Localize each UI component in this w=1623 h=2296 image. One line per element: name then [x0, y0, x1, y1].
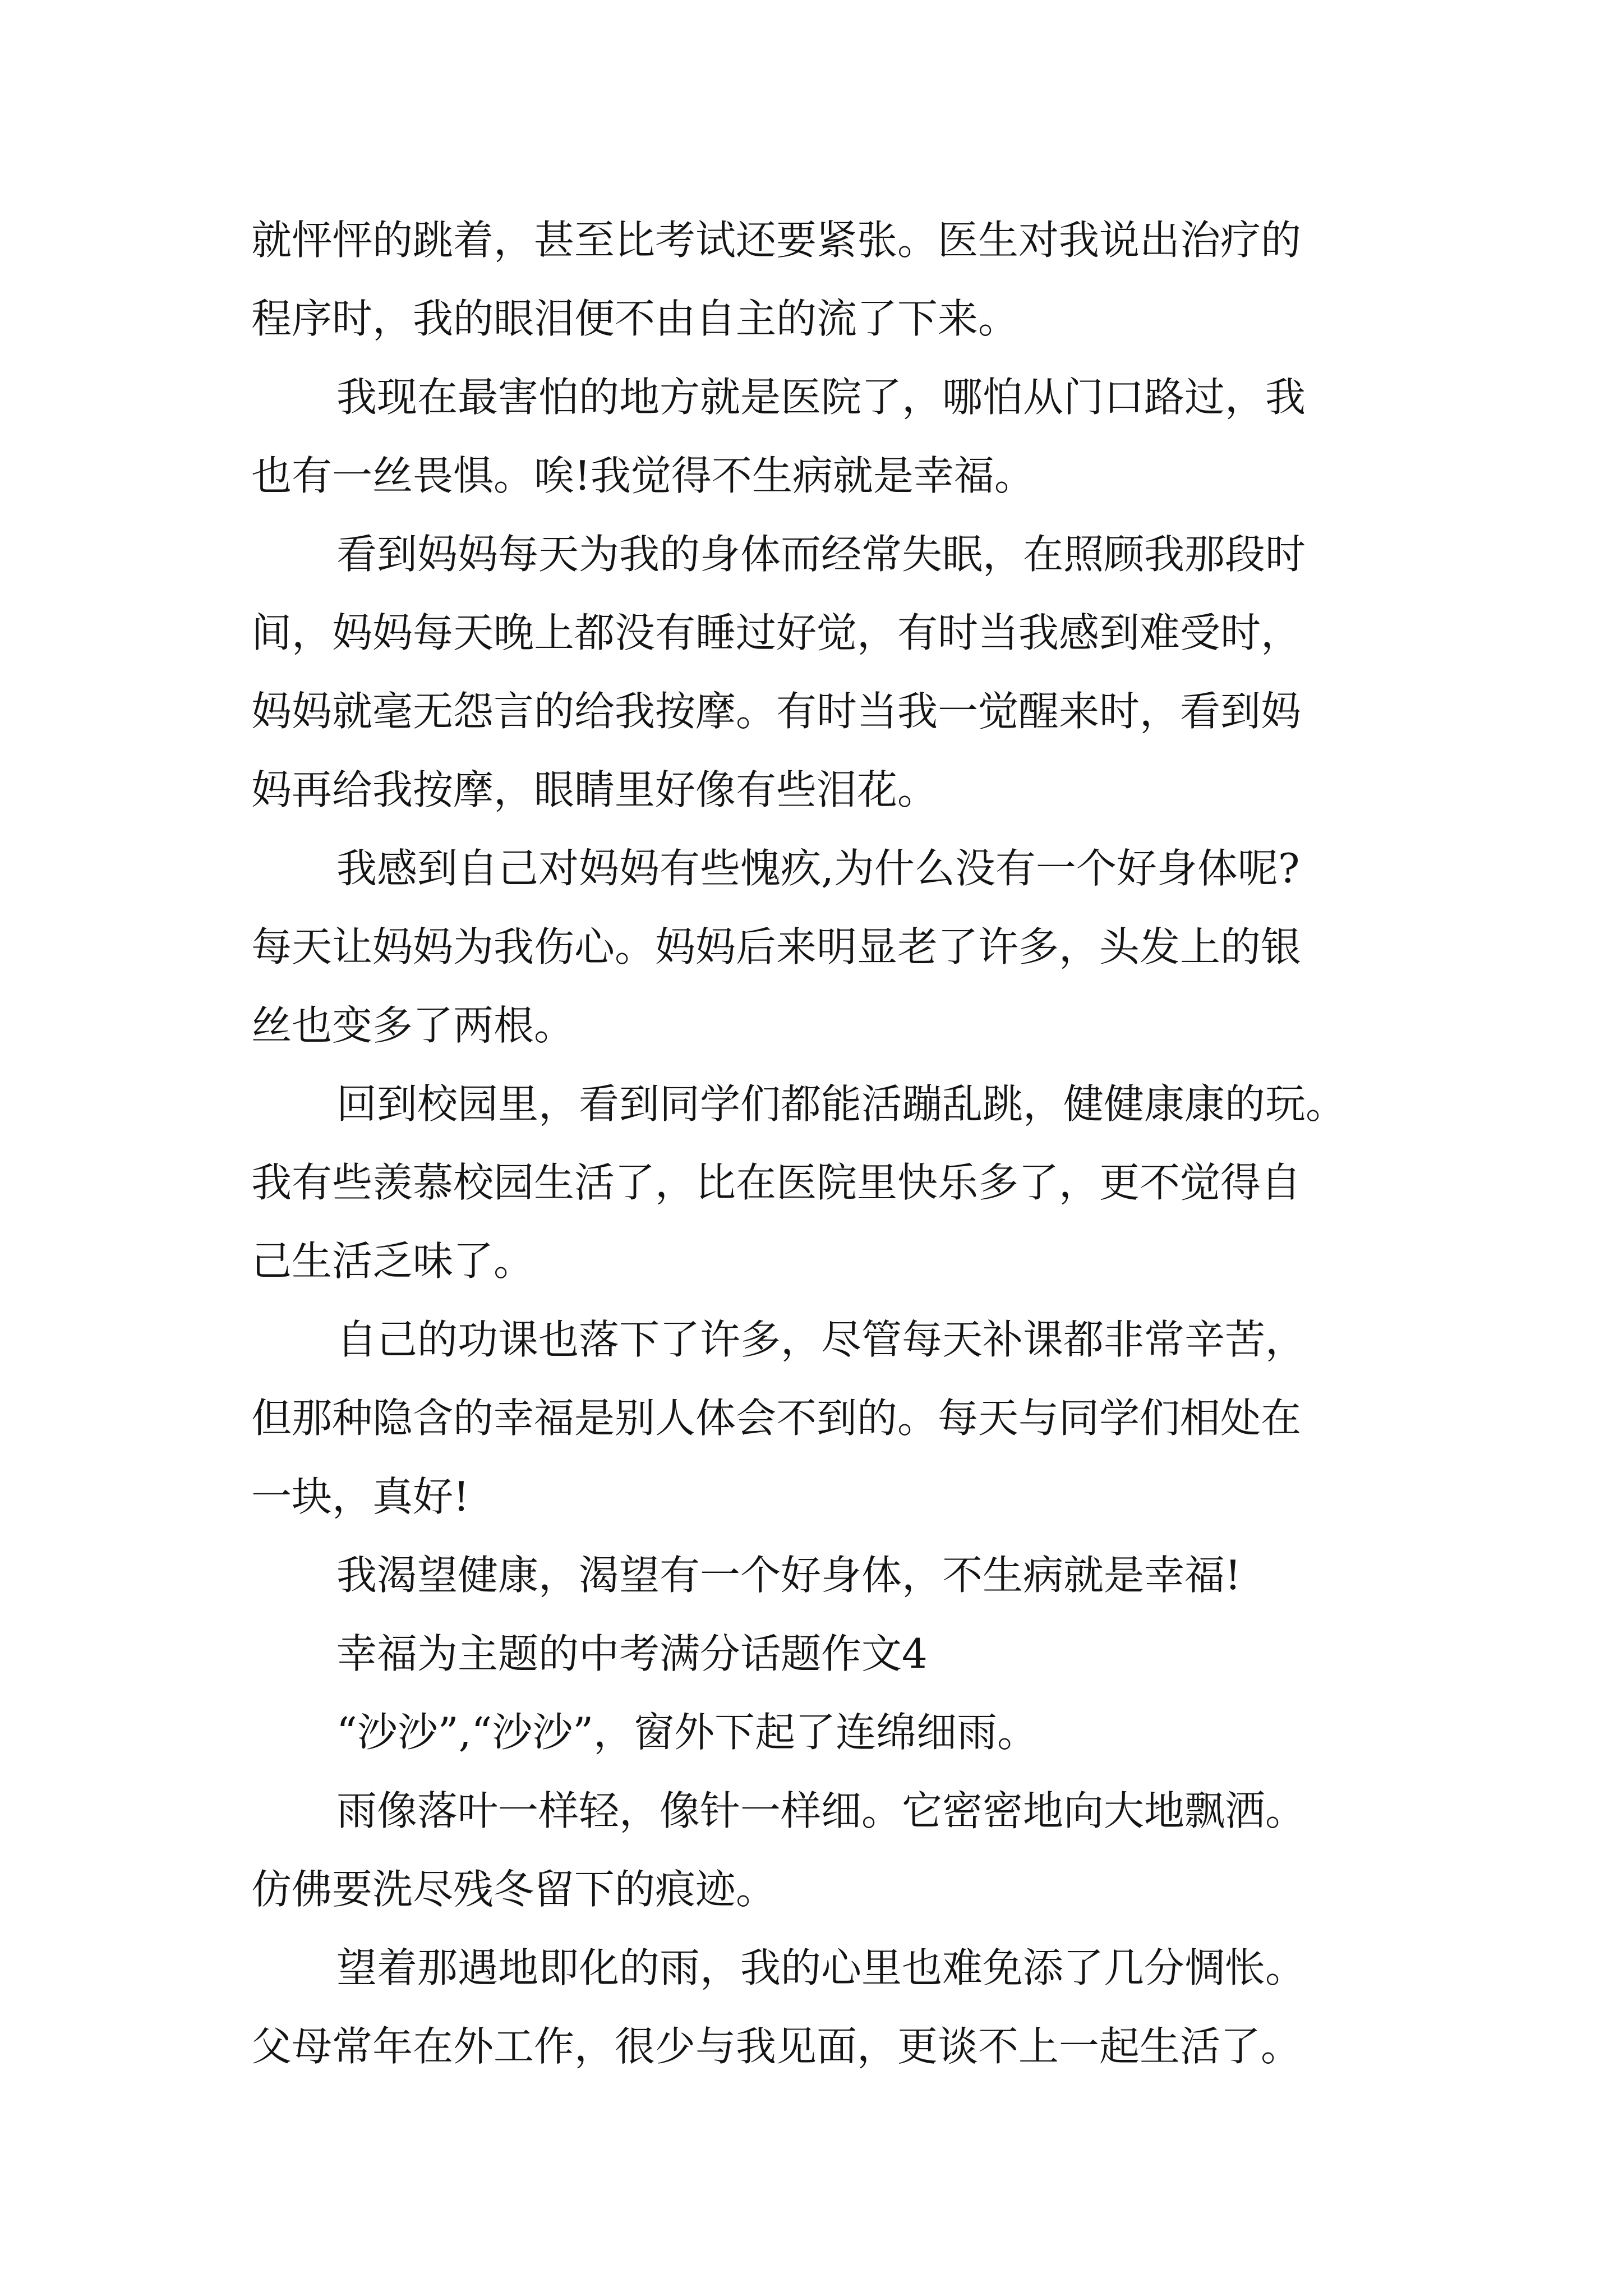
- paragraph-start-line: 看到妈妈每天为我的身体而经常失眠，在照顾我那段时: [336, 531, 1306, 578]
- paragraph-start-line: 我现在最害怕的地方就是医院了，哪怕从门口路过，我: [336, 374, 1306, 421]
- text-line: 程序时，我的眼泪便不由自主的流了下来。: [251, 295, 1019, 342]
- text-line: 我有些羡慕校园生活了，比在医院里快乐多了，更不觉得自: [251, 1159, 1302, 1206]
- text-line: 每天让妈妈为我伤心。妈妈后来明显老了许多，头发上的银: [251, 923, 1302, 970]
- text-line: 妈再给我按摩，眼睛里好像有些泪花。: [251, 766, 938, 813]
- paragraph-start-line: 雨像落叶一样轻，像针一样细。它密密地向大地飘洒。: [336, 1787, 1306, 1834]
- text-line: 己生活乏味了。: [251, 1237, 534, 1285]
- paragraph-start-line: 自己的功课也落下了许多，尽管每天补课都非常辛苦，: [336, 1316, 1306, 1363]
- text-line: 仿佛要洗尽残冬留下的痕迹。: [251, 1866, 777, 1913]
- text-line: 间，妈妈每天晚上都没有睡过好觉，有时当我感到难受时，: [251, 609, 1302, 656]
- text-line: 父母常年在外工作，很少与我见面，更谈不上一起生活了。: [251, 2023, 1302, 2070]
- paragraph-start-line: “沙沙”,“沙沙”，窗外下起了连绵细雨。: [336, 1709, 1038, 1756]
- text-line: 但那种隐含的幸福是别人体会不到的。每天与同学们相处在: [251, 1395, 1302, 1442]
- paragraph-start-line: 望着那遇地即化的雨，我的心里也难免添了几分惆怅。: [336, 1944, 1306, 1991]
- text-line: 也有一丝畏惧。唉!我觉得不生病就是幸福。: [251, 452, 1035, 499]
- section-heading: 幸福为主题的中考满分话题作文4: [336, 1630, 928, 1677]
- text-line: 一块，真好!: [251, 1473, 469, 1520]
- text-line: 妈妈就毫无怨言的给我按摩。有时当我一觉醒来时，看到妈: [251, 688, 1302, 735]
- text-line: 丝也变多了两根。: [251, 1002, 575, 1049]
- paragraph-start-line: 我感到自己对妈妈有些愧疚,为什么没有一个好身体呢?: [336, 845, 1300, 892]
- text-line: 就怦怦的跳着，甚至比考试还要紧张。医生对我说出治疗的: [251, 217, 1302, 264]
- paragraph-start-line: 回到校园里，看到同学们都能活蹦乱跳，健健康康的玩。: [336, 1080, 1347, 1128]
- paragraph-start-line: 我渴望健康，渴望有一个好身体，不生病就是幸福!: [336, 1552, 1241, 1599]
